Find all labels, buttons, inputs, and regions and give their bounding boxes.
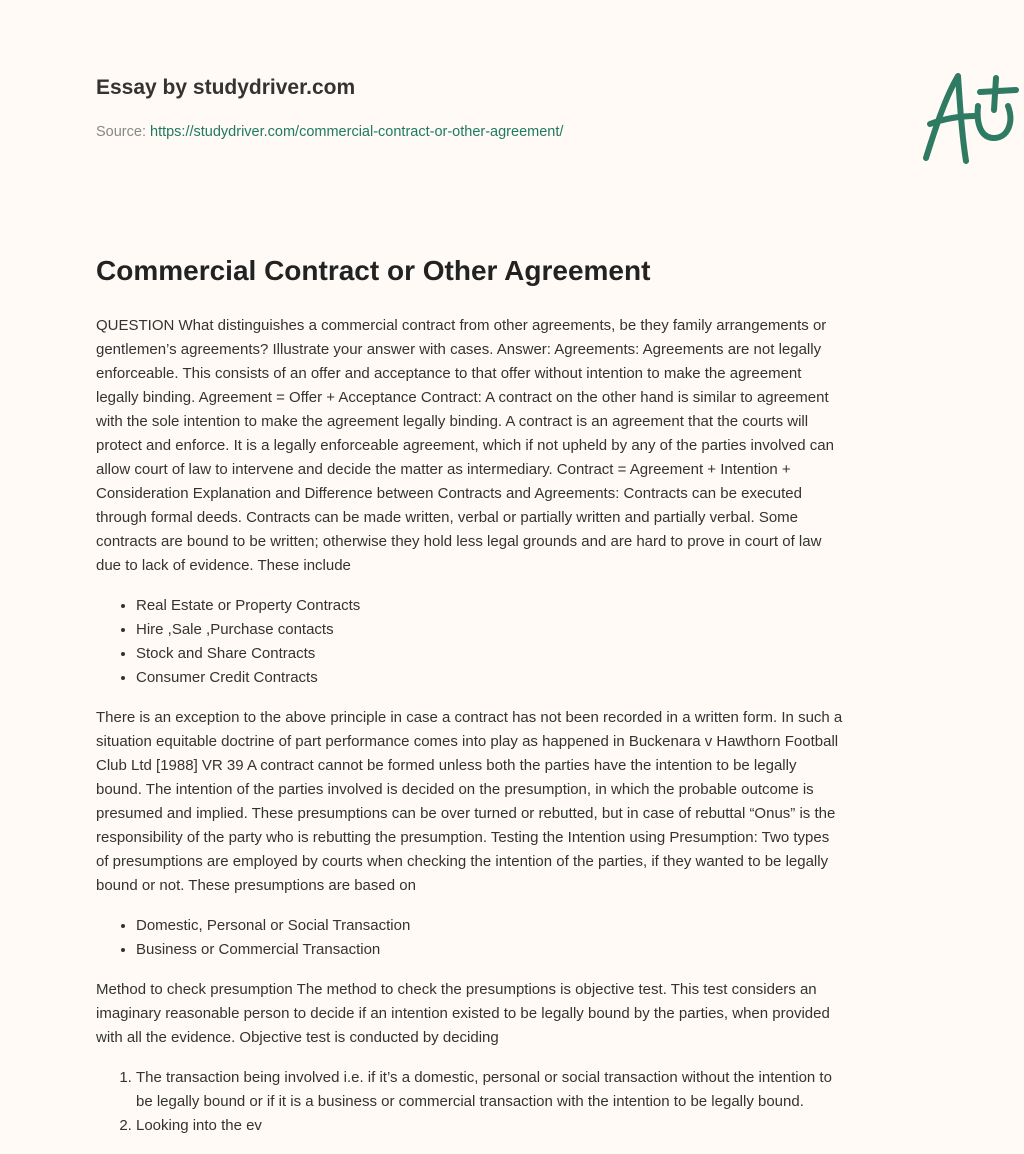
text-line: presumed and implied. These presumptions can be over turned or rebutted, but in case of rebuttal “Onus” is the <box>96 805 836 822</box>
source-line <box>96 124 563 140</box>
list-item: • Consumer Credit Contracts <box>136 666 936 690</box>
text-line: contracts are bound to be written; otherwise they hold less legal grounds and are hard to prove in court of law <box>96 533 822 550</box>
text-line: protect and enforce. It is a legally enforceable agreement, which if not upheld by any of the parties involved can <box>96 437 834 454</box>
transaction-types-list <box>96 914 936 962</box>
text-line: bound or not. These presumptions are based on <box>96 877 416 894</box>
list-item <box>136 1066 936 1114</box>
paragraph-1 <box>96 314 936 578</box>
text-line: due to lack of evidence. These include <box>96 557 351 574</box>
source-link[interactable]: https://studydriver.com/commercial-contract-or-other-agreement/ <box>150 124 564 140</box>
text-line: be legally bound or if it is a business or commercial transaction with the intention to be legally bound. <box>136 1093 804 1110</box>
text-line: Method to check presumption The method to check the presumptions is objective test. This test considers an <box>96 981 817 998</box>
a-plus-logo-icon <box>916 66 1024 166</box>
list-item: • Business or Commercial Transaction <box>136 938 936 962</box>
text-line: imaginary reasonable person to decide if an intention existed to be legally bound by the parties, when provided <box>96 1005 830 1022</box>
list-item <box>136 1114 936 1138</box>
text-line: 2. Looking into the ev <box>136 1117 262 1134</box>
text-line: gentlemen’s agreements? Illustrate your answer with cases. Answer: Agreements: Agreements are not legally <box>96 341 822 358</box>
contract-types-list <box>96 594 936 690</box>
list-item: • Stock and Share Contracts <box>136 642 936 666</box>
list-item: • Hire ,Sale ,Purchase contacts <box>136 618 936 642</box>
text-line: legally binding. Agreement = Offer + Acceptance Contract: A contract on the other hand is similar to agreement <box>96 389 829 406</box>
text-line: Club Ltd [1988] VR 39 A contract cannot be formed unless both the parties have the intention to be legally <box>96 757 797 774</box>
text-line: enforceable. This consists of an offer and acceptance to that offer without intention to make the agreement <box>96 365 802 382</box>
text-line: with all the evidence. Objective test is conducted by deciding <box>96 1029 499 1046</box>
essay-body <box>96 314 936 1154</box>
text-line: situation equitable doctrine of part performance comes into play as happened in Buckenara v Hawthorn Football <box>96 733 839 750</box>
text-line: allow court of law to intervene and decide the matter as intermediary. Contract = Agreement + Intention + <box>96 461 791 478</box>
text-line: There is an exception to the above principle in case a contract has not been recorded in a written form. In such a <box>96 709 843 726</box>
text-line: of presumptions are employed by courts when checking the intention of the parties, if they wanted to be legally <box>96 853 829 870</box>
text-line: QUESTION What distinguishes a commercial contract from other agreements, be they family arrangements or <box>96 317 827 334</box>
text-line: through formal deeds. Contracts can be made written, verbal or partially written and partially verbal. Some <box>96 509 799 526</box>
text-line: bound. The intention of the parties involved is decided on the presumption, in which the probable outcome is <box>96 781 814 798</box>
text-line: with the sole intention to make the agreement legally binding. A contract is an agreement that the courts will <box>96 413 809 430</box>
list-item: • Real Estate or Property Contracts <box>136 594 936 618</box>
text-line: responsibility of the party who is rebutting the presumption. Testing the Intention using Presumption: Two types <box>96 829 830 846</box>
text-line: Consideration Explanation and Difference between Contracts and Agreements: Contracts can be executed <box>96 485 802 502</box>
objective-test-list <box>96 1066 936 1138</box>
brand-heading: Essay by studydriver.com <box>96 76 356 99</box>
list-item: • Domestic, Personal or Social Transaction <box>136 914 936 938</box>
paragraph-2 <box>96 706 936 898</box>
paragraph-3 <box>96 978 936 1050</box>
essay-title: Commercial Contract or Other Agreement <box>96 255 651 286</box>
source-label: Source: <box>96 124 150 140</box>
text-line: 1. The transaction being involved i.e. if it’s a domestic, personal or social transaction without the intention to <box>136 1069 832 1086</box>
